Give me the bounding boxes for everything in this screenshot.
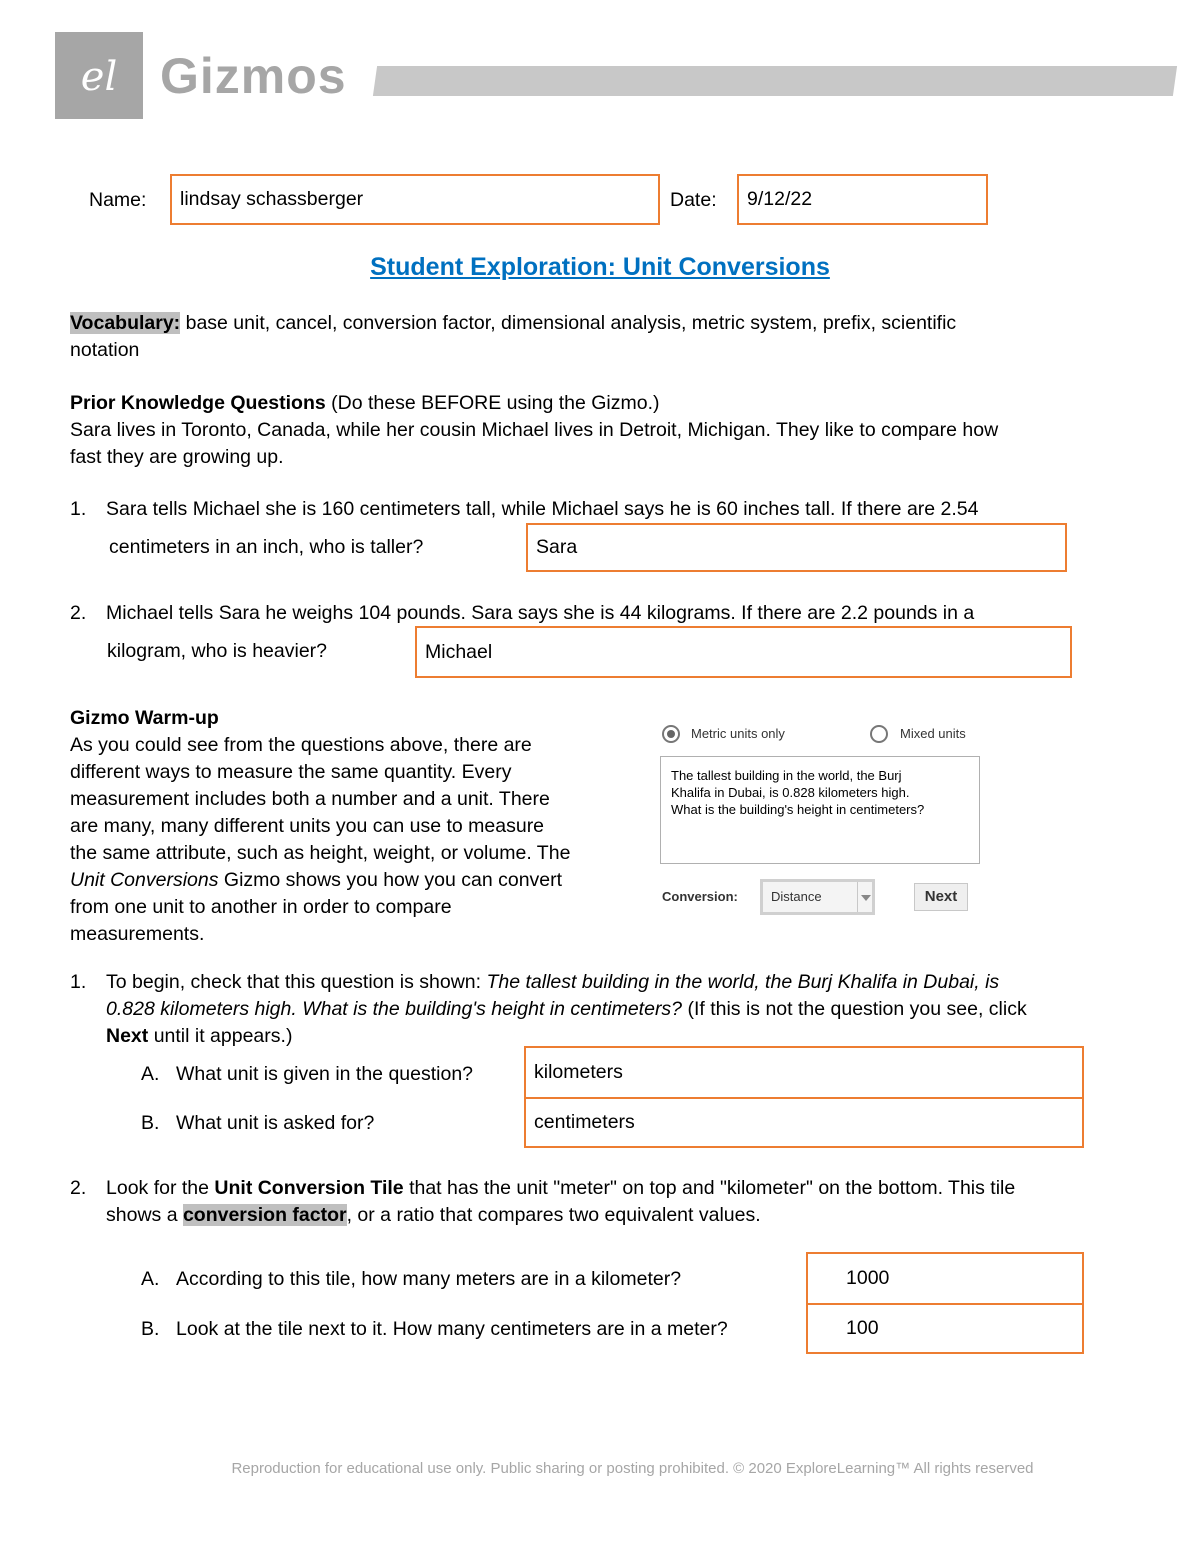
question-text: Michael tells Sara he weighs 104 pounds. Sara says she is 44 kilograms. If there are 2.2 pounds in a [106,602,975,624]
vocabulary [70,310,956,364]
sub-question-label: A. [141,1063,160,1085]
question-text: (If this is not the question you see, click [682,998,1027,1020]
brand-name: Gizmos [160,48,347,104]
radio-mixed-units[interactable] [870,725,888,743]
answer-value: Michael [425,640,493,663]
name-value: lindsay schassberger [180,188,364,210]
prior-knowledge-section [70,390,998,471]
warmup-line: As you could see from the questions above, there are [70,734,532,756]
logo-mark [55,32,143,119]
warmup-section [70,705,570,948]
answer-value: Sara [536,536,578,558]
gizmo-question-line: What is the building's height in centimeters? [671,802,925,817]
sub-question-label: A. [141,1268,160,1290]
question-text: shows a [106,1204,183,1226]
answer-value: kilometers [534,1061,623,1083]
date-value: 9/12/22 [747,188,813,210]
sub-question-text: According to this tile, how many meters are in a kilometer? [176,1268,682,1290]
question-text: , or a ratio that compares two equivalent values. [346,1204,761,1226]
gizmo-name: Unit Conversions [70,869,219,891]
question-text: To begin, check that this question is shown: [106,971,487,993]
vocabulary-label: Vocabulary: [70,312,181,334]
question-italic: The tallest building in the world, the Burj Khalifa in Dubai, is [486,971,1000,993]
chevron-down-icon [861,895,871,901]
question-text: kilogram, who is heavier? [107,640,328,662]
sub-question-text: Look at the tile next to it. How many centimeters are in a meter? [176,1318,728,1340]
gizmo-question-panel [660,756,980,864]
question-text: that has the unit "meter" on top and "kilometer" on the bottom. This tile [403,1177,1016,1199]
header-bar [373,66,1177,96]
activity-question-2 [106,1175,1015,1229]
next-keyword: Next [106,1025,149,1047]
date-label: Date: [670,189,717,211]
sub-question-label: B. [141,1112,160,1134]
answer-field-heavier[interactable] [415,626,1072,678]
page-title: Student Exploration: Unit Conversions [370,253,830,281]
answer-value: 100 [846,1317,879,1339]
question-text: centimeters in an inch, who is taller? [109,536,424,558]
question-text: until it appears.) [148,1025,293,1047]
sub-question-text: What unit is asked for? [176,1112,375,1134]
question-italic: 0.828 kilometers high. What is the building's height in centimeters? [106,998,683,1020]
radio-metric-units[interactable] [662,725,680,743]
warmup-heading: Gizmo Warm-up [70,707,219,729]
warmup-line: from one unit to another in order to compare [70,896,452,918]
prior-intro-line: Sara lives in Toronto, Canada, while her cousin Michael lives in Detroit, Michigan. They like to compare how [70,419,999,441]
date-field[interactable] [737,174,988,225]
answer-field-meters-per-km[interactable] [806,1252,1084,1305]
conversion-label: Conversion: [662,889,738,904]
radio-metric-label: Metric units only [691,726,785,741]
warmup-line: different ways to measure the same quantity. Every [70,761,512,783]
vocabulary-terms: base unit, cancel, conversion factor, dimensional analysis, metric system, prefix, scientific [180,312,957,334]
warmup-line: measurements. [70,923,205,945]
conversion-select[interactable] [760,879,875,915]
answer-value: centimeters [534,1111,635,1133]
answer-field-given-unit[interactable] [524,1046,1084,1099]
answer-field-cm-per-meter[interactable] [806,1303,1084,1354]
gizmo-question-line: The tallest building in the world, the Burj [671,768,902,783]
conversion-selected-value: Distance [771,889,822,904]
activity-question-1 [106,969,1027,1050]
unit-conversion-tile-term: Unit Conversion Tile [214,1177,404,1199]
answer-field-asked-unit[interactable] [524,1097,1084,1148]
question-text: Look for the [106,1177,215,1199]
footer-copyright: Reproduction for educational use only. Public sharing or posting prohibited. © 2020 ExploreLearning™ All rights reserved [231,1460,1034,1477]
svg-text:el: el [80,54,118,100]
gizmo-question-line: Khalifa in Dubai, is 0.828 kilometers high. [671,785,910,800]
vocabulary-terms-cont: notation [70,339,140,361]
question-number: 1. [70,971,87,993]
sub-question-label: B. [141,1318,160,1340]
warmup-line: are many, many different units you can use to measure [70,815,545,837]
radio-mixed-label: Mixed units [900,726,966,741]
question-text: Sara tells Michael she is 160 centimeters tall, while Michael says he is 60 inches tall. If there are 2.54 [106,498,979,520]
select-divider [857,882,858,912]
sub-question-text: What unit is given in the question? [176,1063,474,1085]
next-button[interactable]: Next [914,883,968,911]
question-number: 1. [70,498,87,520]
warmup-line: measurement includes both a number and a unit. There [70,788,550,810]
name-field[interactable] [170,174,660,225]
explorelearning-logo-icon [55,32,143,119]
warmup-line: Gizmo shows you how you can convert [218,869,563,891]
question-number: 2. [70,1177,87,1199]
name-label: Name: [89,189,147,211]
prior-heading: Prior Knowledge Questions [70,392,326,414]
conversion-factor-term: conversion factor [182,1204,347,1226]
question-number: 2. [70,602,87,624]
warmup-line: the same attribute, such as height, weight, or volume. The [70,842,571,864]
prior-intro-line: fast they are growing up. [70,446,284,468]
prior-heading-note: (Do these BEFORE using the Gizmo.) [325,392,660,414]
answer-field-taller[interactable] [526,523,1067,572]
answer-value: 1000 [846,1267,890,1289]
